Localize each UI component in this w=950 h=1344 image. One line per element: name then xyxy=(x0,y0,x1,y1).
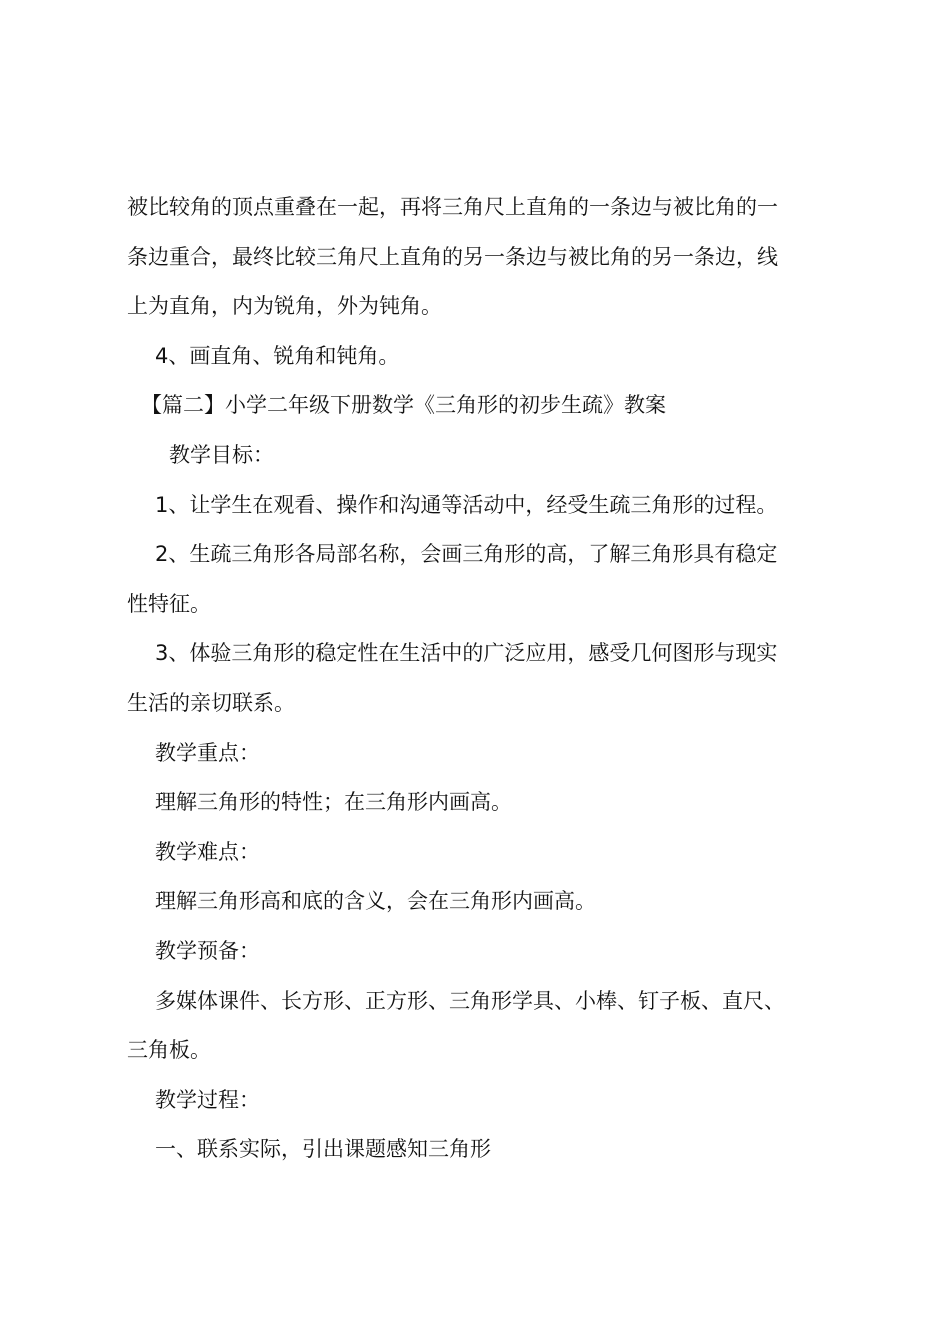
heading-process: 教学过程： xyxy=(155,1087,260,1112)
heading-teaching-goals: 教学目标： xyxy=(169,442,274,467)
paragraph-line-2: 条边重合，最终比较三角尺上直角的另一条边与被比角的另一条边，线 xyxy=(127,244,778,269)
goal-3-line-1: 3、体验三角形的稳定性在生活中的广泛应用，感受几何图形与现实 xyxy=(155,641,778,666)
heading-key-points: 教学重点： xyxy=(155,740,260,765)
goal-2-line-2: 性特征。 xyxy=(127,591,211,616)
goal-2-line-1: 2、生疏三角形各局部名称，会画三角形的高，了解三角形具有稳定 xyxy=(155,542,778,567)
document-body xyxy=(127,183,833,1175)
preparation-text-line-1: 多媒体课件、长方形、正方形、三角形学具、小棒、钉子板、直尺、 xyxy=(155,988,785,1013)
goal-1-line: 1、让学生在观看、操作和沟通等活动中，经受生疏三角形的过程。 xyxy=(155,492,778,517)
heading-difficulties: 教学难点： xyxy=(155,839,260,864)
paragraph-line-3: 上为直角，内为锐角，外为钝角。 xyxy=(127,294,442,319)
goal-3-line-2: 生活的亲切联系。 xyxy=(127,690,295,715)
section-title: 【篇二】小学二年级下册数学《三角形的初步生疏》教案 xyxy=(141,393,666,418)
preparation-text-line-2: 三角板。 xyxy=(127,1038,211,1063)
paragraph-line-1: 被比较角的顶点重叠在一起，再将三角尺上直角的一条边与被比角的一 xyxy=(127,195,778,219)
difficulties-text: 理解三角形高和底的含义，会在三角形内画高。 xyxy=(155,889,596,914)
process-step-1: 一、联系实际，引出课题感知三角形 xyxy=(155,1137,491,1162)
key-points-text: 理解三角形的特性；在三角形内画高。 xyxy=(155,790,512,815)
step-4-line: 4、画直角、锐角和钝角。 xyxy=(155,343,400,368)
heading-preparation: 教学预备： xyxy=(155,938,260,963)
